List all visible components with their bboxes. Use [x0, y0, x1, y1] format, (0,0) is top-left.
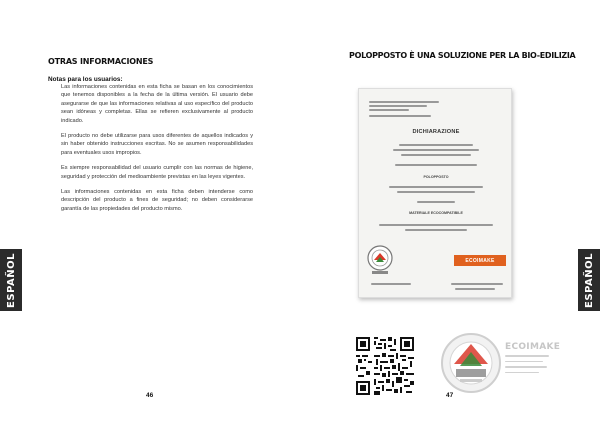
notes-paragraph: El producto no debe utilizarse para usos diferentes de aquellos indicados y sin haber obtenido instrucciones escritas. No se asumen responsabilidades para eventuales usos impropios. — [61, 133, 253, 156]
page-number: 46 — [146, 392, 154, 399]
certificate-seal-icon — [367, 245, 393, 277]
certificate-title: DICHIARAZIONE — [412, 129, 460, 135]
notes-heading: Notas para los usuarios: — [48, 76, 123, 83]
section-title: OTRAS INFORMACIONES — [48, 57, 154, 66]
certificate-image — [358, 88, 512, 298]
ecoimake-logo: ECOIMAKE — [505, 342, 561, 352]
notes-paragraph: Es siempre responsabilidad del usuario cumplir con las normas de higiene, seguridad y protección del medioambiente previstas en las leyes vigentes. — [61, 165, 253, 180]
notes-paragraph: Las informaciones contenidas en esta ficha se basan en los conocimientos que tenemos disponibles a la fecha de la última versión. El usuario debe asegurarse de que las informaciones relativas al uso específico del producto sean idóneas y completas. Ellas se refieren exclusivamente al producto indicado. — [61, 84, 253, 124]
ecoimake-text-lines — [505, 355, 553, 377]
certificate-product: POLOPPOSTO — [423, 175, 449, 179]
language-tab-label: ESPAÑOL — [583, 252, 595, 308]
language-tab-label: ESPAÑOL — [5, 252, 17, 308]
page-title: POLOPPOSTO È UNA SOLUZIONE PER LA BIO-EDILIZIA — [349, 51, 576, 60]
notes-body — [61, 83, 253, 220]
language-tab — [578, 249, 600, 311]
qr-code — [356, 337, 414, 395]
notes-paragraph: Las informaciones contenidas en esta ficha deben intenderse como descripción del producto a fines de seguridad; no deben considerarse garantía de las propiedades del producto mismo. — [61, 189, 253, 212]
certificate-badge: ECOIMAKE — [454, 255, 506, 266]
language-tab — [0, 249, 22, 311]
ecocert-seal-icon — [440, 332, 502, 394]
certificate-qualification: MATERIALE ECOCOMPATIBILE — [409, 211, 463, 215]
page-number: 47 — [446, 392, 454, 399]
